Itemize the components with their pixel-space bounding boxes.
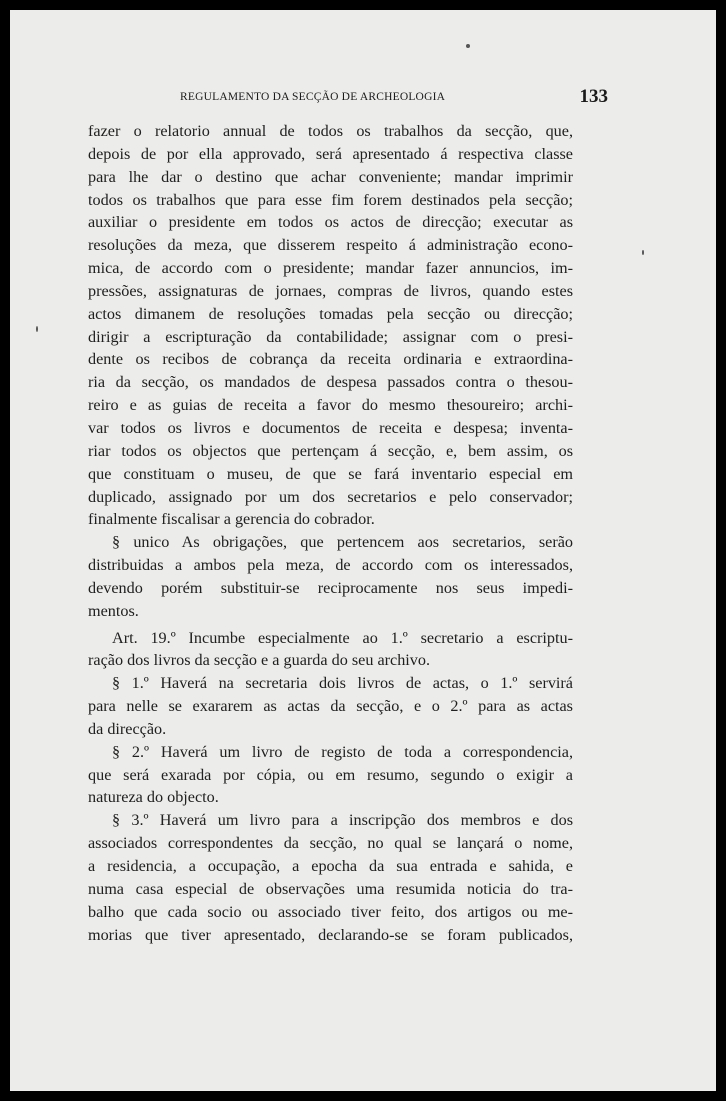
- text-line: para nelle se exararem as actas da secção, e o 2.º para as actas: [88, 697, 573, 716]
- text-line: duplicado, assignado por um dos secretarios e pelo conservador;: [88, 487, 573, 506]
- text-line: associados correspondentes da secção, no qual se lançará o nome,: [88, 834, 573, 853]
- text-line: devendo porém substituir-se reciprocamente nos seus impedi-: [88, 578, 573, 597]
- text-line: ração dos livros da secção e a guarda do seu archivo.: [88, 651, 431, 670]
- running-head: [88, 88, 608, 112]
- text-line: § 1.º Haverá na secretaria dois livros de actas, o 1.º servirá: [112, 674, 573, 693]
- text-line: natureza do objecto.: [88, 788, 219, 807]
- text-line: mica, de accordo com o presidente; mandar fazer annuncios, im-: [88, 259, 573, 278]
- text-line: Art. 19.º Incumbe especialmente ao 1.º secretario a escriptu-: [112, 628, 573, 647]
- text-line: morias que tiver apresentado, declarando-se se foram publicados,: [88, 925, 573, 944]
- text-line: § 2.º Haverá um livro de registo de toda a correspondencia,: [112, 742, 573, 761]
- text-line: a residencia, a occupação, a epocha da sua entrada e sahida, e: [88, 857, 573, 875]
- text-line: distribuidas a ambos pela meza, de accordo com os interessados,: [88, 556, 573, 575]
- text-line: finalmente fiscalisar a gerencia do cobrador.: [88, 510, 375, 529]
- text-line: auxiliar o presidente em todos os actos de direcção; executar as: [88, 213, 573, 232]
- text-line: dente os recibos de cobrança da receita ordinaria e extraordina-: [88, 350, 573, 369]
- text-line: § 3.º Haverá um livro para a inscripção dos membros e dos: [112, 811, 573, 830]
- text-line: pressões, assignaturas de jornaes, compras de livros, quando estes: [88, 281, 573, 300]
- text-line: resoluções da meza, que disserem respeito á administração econo-: [88, 236, 573, 255]
- running-title: REGULAMENTO DA SECÇÃO DE ARCHEOLOGIA: [180, 91, 446, 103]
- paper-speck: [36, 326, 38, 332]
- text-line: riar todos os objectos que pertençam á secção, e, bem assim, os: [88, 441, 573, 460]
- text-line: § unico As obrigações, que pertencem aos secretarios, serão: [112, 533, 573, 552]
- body-text: [88, 120, 573, 946]
- text-line: todos os trabalhos que para esse fim forem destinados pela secção;: [88, 190, 573, 209]
- text-line: para lhe dar o destino que achar conveniente; mandar imprimir: [88, 167, 573, 186]
- text-line: numa casa especial de observações uma resumida noticia do tra-: [88, 879, 573, 898]
- text-line: dirigir a escripturação da contabilidade; assignar com o presi-: [88, 327, 573, 346]
- text-line: actos dimanem de resoluções tomadas pela secção ou direcção;: [88, 304, 573, 323]
- text-line: que constituam o museu, de que se fará inventario especial em: [88, 464, 573, 483]
- text-line: balho que cada socio ou associado tiver feito, dos artigos ou me-: [88, 902, 573, 921]
- text-line: mentos.: [88, 601, 139, 620]
- text-line: ria da secção, os mandados de despesa passados contra o thesou-: [88, 373, 573, 392]
- text-line: reiro e as guias de receita a favor do mesmo thesoureiro; archi-: [88, 396, 573, 415]
- text-line: depois de por ella approvado, será apresentado á respectiva classe: [88, 144, 573, 163]
- paper-speck: [466, 44, 470, 48]
- paper-speck: [642, 250, 644, 255]
- page-number: 133: [579, 86, 608, 107]
- text-line: da direcção.: [88, 719, 167, 738]
- text-line: que será exarada por cópia, ou em resumo, segundo o exigir a: [88, 765, 573, 784]
- book-page: [10, 10, 716, 1091]
- text-line: var todos os livros e documentos de receita e despesa; inventa-: [88, 418, 573, 437]
- text-line: fazer o relatorio annual de todos os trabalhos da secção, que,: [88, 122, 573, 140]
